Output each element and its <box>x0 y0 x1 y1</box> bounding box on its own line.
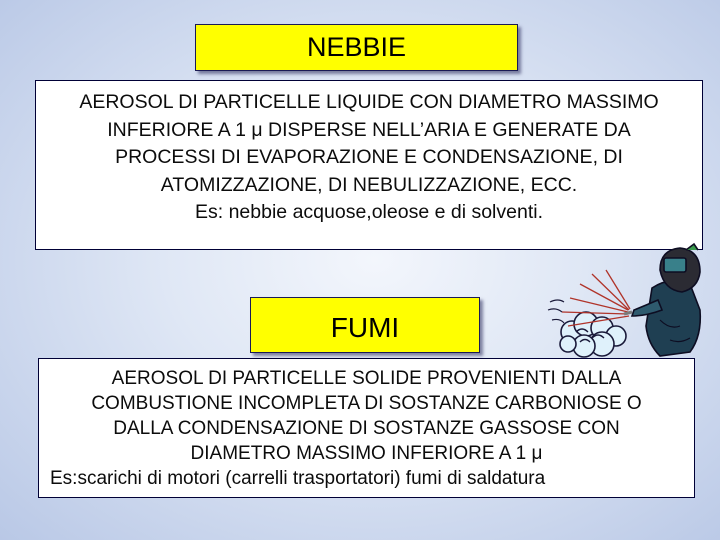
fumi-line-3: DALLA CONDENSAZIONE DI SOSTANZE GASSOSE CON <box>113 418 620 439</box>
fumi-line-2: COMBUSTIONE INCOMPLETA DI SOSTANZE CARBONIOSE O <box>91 393 642 414</box>
fumi-title <box>250 297 480 353</box>
nebbie-example-line: Es: nebbie acquose,oleose e di solventi. <box>195 201 543 223</box>
nebbie-definition-box <box>35 80 703 250</box>
fumi-example-line: Es:scarichi di motori (carrelli trasportatori) fumi di saldatura <box>50 468 546 489</box>
nebbie-line-2: INFERIORE A 1 μ DISPERSE NELL’ARIA E GENERATE DA <box>107 118 631 141</box>
fumi-title-text: FUMI <box>330 312 400 343</box>
nebbie-line-4: ATOMIZZAZIONE, DI NEBULIZZAZIONE, ECC. <box>160 173 578 196</box>
nebbie-title <box>195 24 518 71</box>
nebbie-line-3: PROCESSI DI EVAPORAZIONE E CONDENSAZIONE, DI <box>115 146 623 168</box>
welder-icon <box>540 240 710 362</box>
fumi-line-1: AEROSOL DI PARTICELLE SOLIDE PROVENIENTI DALLA <box>111 368 622 389</box>
nebbie-title-text: NEBBIE <box>306 32 407 62</box>
nebbie-line-1: AEROSOL DI PARTICELLE LIQUIDE CON DIAMETRO MASSIMO <box>79 91 659 113</box>
fumi-definition-box <box>38 358 695 498</box>
fumi-line-4: DIAMETRO MASSIMO INFERIORE A 1 μ <box>190 443 543 464</box>
